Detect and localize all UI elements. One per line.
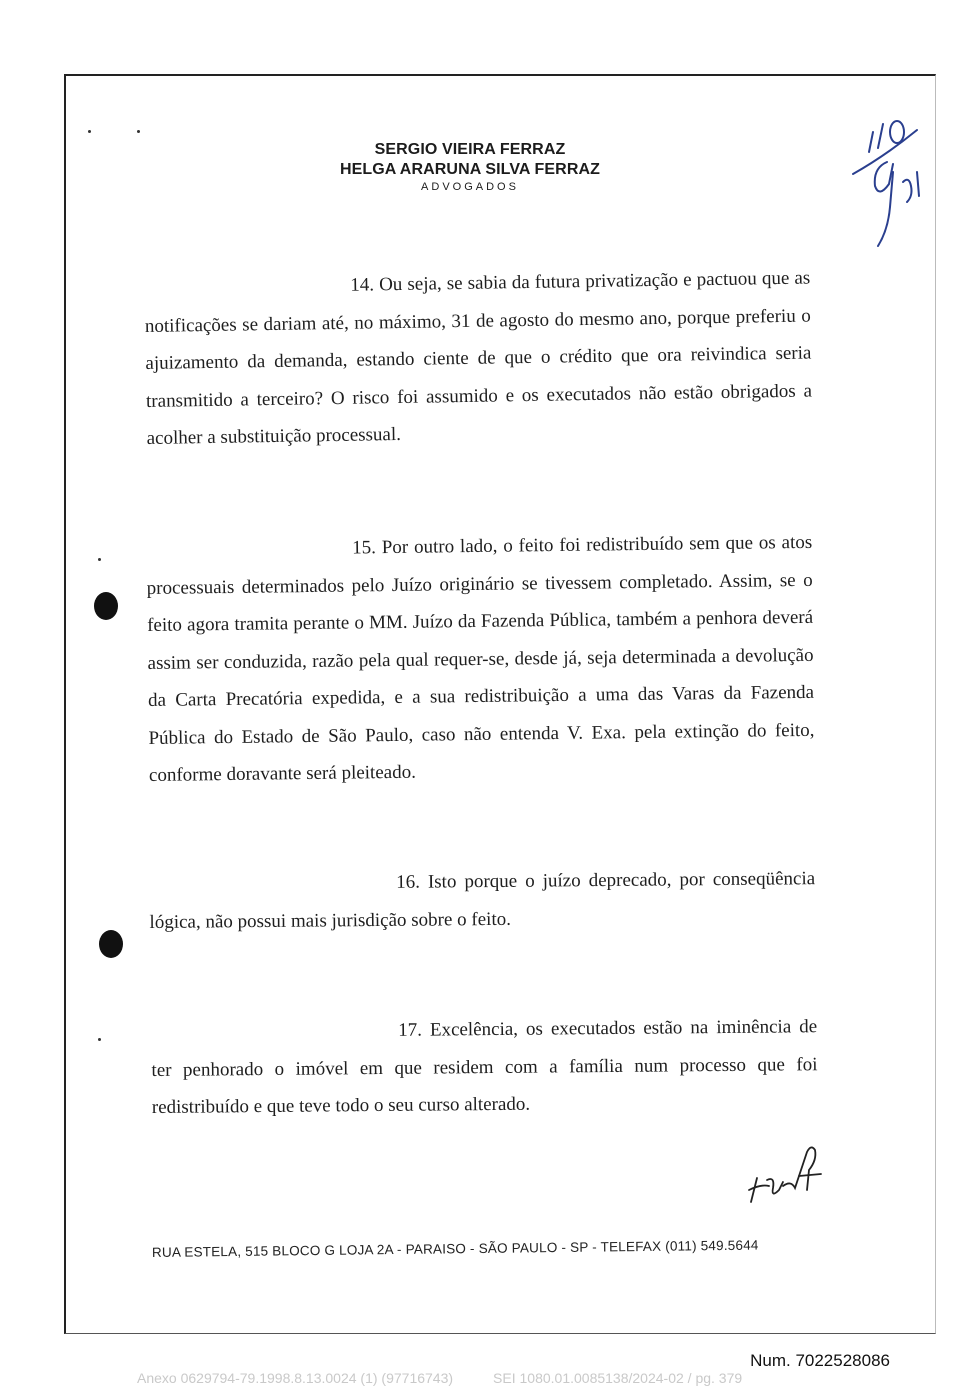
- letterhead-role: ADVOGADOS: [421, 181, 519, 193]
- letterhead: [270, 140, 670, 194]
- folio-handwritten-mark: [845, 112, 930, 252]
- paragraph-14: [144, 260, 813, 458]
- handwritten-rubric: [745, 1140, 825, 1210]
- paragraph-number: 15.: [352, 537, 377, 559]
- paragraph-number: 17.: [398, 1019, 422, 1041]
- paragraph-text: Por outro lado, o feito foi redistribuído sem que os atos processuais determinados pelo Juízo originário se tivessem completado. Assim, se o feito agora tramita perante o MM. Juízo da Fazenda Pública, também a penhora deverá assim ser conduzida, razão pela qual requer-se, desde já, seja determinada a devolução da Carta Precatória expedida, e a sua redistribuição a uma das Varas da Fazenda Pública do Estado de São Paulo, caso não entenda V. Exa. pela extinção do feito, conforme doravante será pleiteado.: [146, 531, 815, 786]
- paragraph-number: 14.: [350, 274, 375, 296]
- scan-speck: [98, 1038, 101, 1041]
- scan-speck: [137, 130, 140, 133]
- lawyer-name-2: HELGA ARARUNA SILVA FERRAZ: [339, 161, 601, 178]
- paragraph-text: Isto porque o juízo deprecado, por conseqüência lógica, não possui mais jurisdição sobre o feito.: [149, 868, 816, 933]
- paragraph-15: [146, 524, 815, 795]
- paragraph-number: 16.: [396, 871, 420, 893]
- sei-stamp: [137, 1370, 742, 1386]
- paragraph-16: [149, 860, 816, 941]
- punch-hole: [99, 930, 123, 958]
- lawyer-name-1: SERGIO VIEIRA FERRAZ: [374, 141, 566, 158]
- paragraph-text: Excelência, os executados estão na iminência de ter penhorado o imóvel em que residem com a família num processo que foi redistribuído e que teve todo o seu curso alterado.: [151, 1016, 818, 1118]
- address-footer: RUA ESTELA, 515 BLOCO G LOJA 2A - PARAISO - SÃO PAULO - SP - TELEFAX (011) 549.5644: [151, 1237, 759, 1260]
- paragraph-17: [151, 1008, 818, 1126]
- punch-hole: [94, 592, 118, 620]
- paragraph-text: Ou seja, se sabia da futura privatização e pactuou que as notificações se dariam até, no máximo, 31 de agosto do mesmo ano, porque preferiu o ajuizamento da demanda, estando ciente de que o crédito que ora reivindica seria transmitido a terceiro? O risco foi assumido e os executados não estão obrigados a acolher a substituição processual.: [144, 267, 813, 449]
- scan-speck: [98, 558, 101, 561]
- annex-reference: Anexo 0629794-79.1998.8.13.0024 (1) (97716743): [137, 1370, 454, 1386]
- document-number: Num. 7022528086: [750, 1351, 890, 1370]
- sei-page-reference: SEI 1080.01.0085138/2024-02 / pg. 379: [493, 1370, 743, 1386]
- scan-speck: [88, 130, 91, 133]
